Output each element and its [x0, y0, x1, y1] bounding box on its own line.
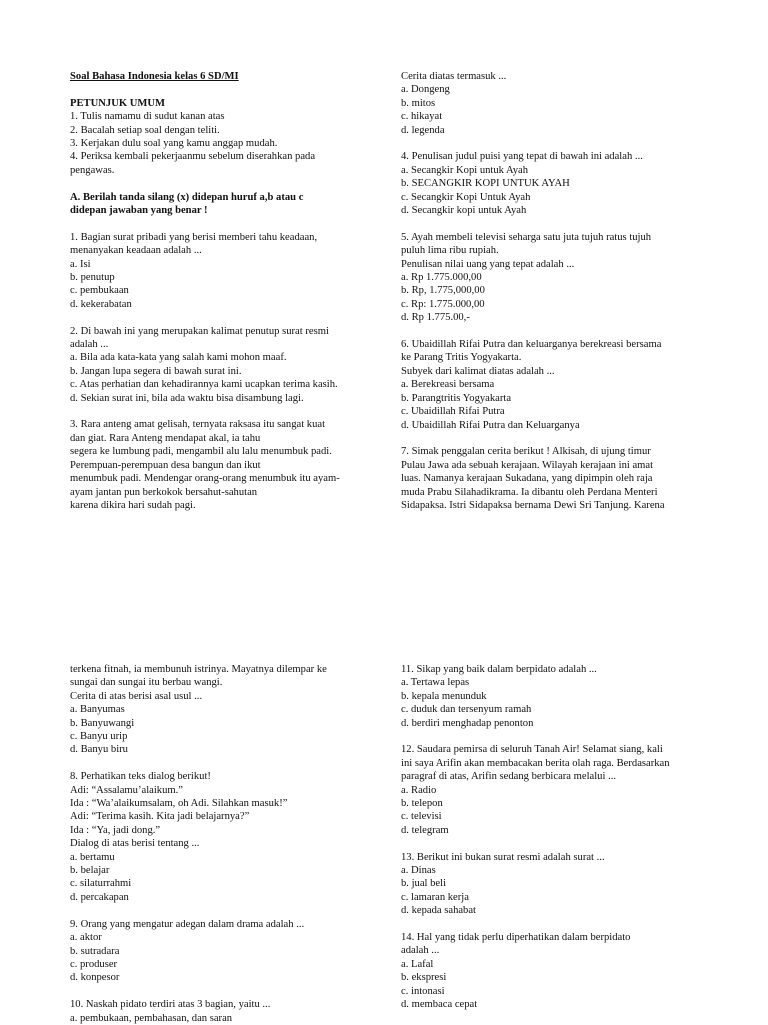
text-line: Perempuan-perempuan desa bangun dan ikut — [70, 459, 261, 471]
text-line: paragraf di atas, Arifin sedang berbicara melalui ... — [401, 771, 617, 783]
text-line: 1. Bagian surat pribadi yang berisi memberi tahu keadaan, — [70, 231, 318, 243]
question-3-options — [401, 70, 701, 137]
question-14 — [401, 931, 701, 1011]
text-line: Pulau Jawa ada sebuah kerajaan. Wilayah kerajaan ini amat — [401, 459, 654, 471]
top-left-column — [70, 70, 375, 512]
text-line: puluh lima ribu rupiah. — [401, 245, 499, 257]
top-right-column — [401, 70, 701, 512]
text-line: menanyakan keadaan adalah ... — [70, 245, 202, 257]
text-line: segera ke lumbung padi, mengambil alu lalu menumbuk padi. — [70, 446, 332, 458]
question-6 — [401, 338, 701, 432]
text-line: 9. Orang yang mengatur adegan dalam drama adalah ... — [70, 918, 305, 930]
text-line: terkena fitnah, ia membunuh istrinya. Mayatnya dilempar ke — [70, 664, 327, 675]
text-line: 2. Di bawah ini yang merupakan kalimat penutup surat resmi — [70, 325, 329, 337]
text-line: 14. Hal yang tidak perlu diperhatikan dalam berpidato — [401, 932, 631, 944]
text-line: muda Prabu Silahadikrama. Ia dibantu oleh Perdana Menteri — [401, 486, 658, 498]
text-line: 7. Simak penggalan cerita berikut ! Alkisah, di ujung timur — [401, 446, 651, 458]
text-line: d. kekerabatan — [70, 298, 132, 310]
text-line: a. Rp 1.775.000,00 — [401, 272, 482, 284]
text-line: b. kepala menunduk — [401, 690, 487, 702]
text-line: b. SECANGKIR KOPI UNTUK AYAH — [401, 178, 570, 190]
text-line: a. pembukaan, pembahasan, dan saran — [70, 1012, 233, 1024]
petunjuk-list — [70, 110, 375, 177]
question-7 — [401, 445, 701, 512]
text-line: a. bertamu — [70, 851, 115, 863]
text-line: c. Ubaidillah Rifai Putra — [401, 406, 505, 418]
text-line: b. telepon — [401, 798, 443, 810]
text-line: b. ekspresi — [401, 972, 447, 984]
question-1 — [70, 231, 375, 311]
text-line: 1. Tulis namamu di sudut kanan atas — [70, 111, 225, 123]
text-line: Subyek dari kalimat diatas adalah ... — [401, 365, 555, 377]
text-line: a. Tertawa lepas — [401, 677, 470, 689]
text-line: b. sutradara — [70, 945, 120, 957]
text-line: a. Dinas — [401, 865, 436, 877]
text-line: adalah ... — [70, 339, 109, 351]
text-line: c. televisi — [401, 811, 442, 823]
text-line: b. Banyuwangi — [70, 717, 135, 729]
text-line: adalah ... — [401, 945, 440, 957]
text-line: 3. Kerjakan dulu soal yang kamu anggap mudah. — [70, 138, 278, 150]
text-line: c. Rp: 1.775.000,00 — [401, 298, 485, 310]
text-line: c. silaturrahmi — [70, 878, 132, 890]
text-line: ke Parang Tritis Yogyakarta. — [401, 352, 522, 364]
section-a-heading — [70, 191, 375, 218]
text-line: Penulisan nilai uang yang tepat adalah ... — [401, 258, 575, 270]
text-line: Cerita di atas berisi asal usul ... — [70, 690, 203, 702]
text-line: c. Secangkir Kopi Untuk Ayah — [401, 191, 531, 203]
text-line: 4. Penulisan judul puisi yang tepat di bawah ini adalah ... — [401, 151, 643, 163]
bottom-right-column — [401, 663, 701, 1012]
text-line: 11. Sikap yang baik dalam berpidato adalah ... — [401, 664, 597, 675]
text-line: didepan jawaban yang benar ! — [70, 205, 208, 217]
text-line: a. aktor — [70, 932, 102, 944]
text-line: 4. Periksa kembali pekerjaanmu sebelum diserahkan pada — [70, 151, 316, 163]
text-line: Sidapaksa. Istri Sidapaksa bernama Dewi Sri Tanjung. Karena — [401, 499, 665, 511]
text-line: a. Berekreasi bersama — [401, 379, 495, 391]
text-line: b. Parangtritis Yogyakarta — [401, 392, 512, 404]
text-line: c. duduk dan tersenyum ramah — [401, 704, 532, 716]
text-line: c. intonasi — [401, 985, 445, 997]
text-line: d. membaca cepat — [401, 999, 478, 1011]
text-line: Cerita diatas termasuk ... — [401, 71, 507, 82]
text-line: Adi: “Terima kasih. Kita jadi belajarnya?” — [70, 811, 250, 823]
text-line: d. Secangkir kopi untuk Ayah — [401, 205, 527, 217]
text-line: Ida : “Wa’alaikumsalam, oh Adi. Silahkan masuk!” — [70, 798, 288, 810]
question-12 — [401, 743, 701, 837]
text-line: b. jual beli — [401, 878, 447, 890]
bottom-left-column — [70, 663, 375, 1025]
text-line: b. Jangan lupa segera di bawah surat ini. — [70, 365, 242, 377]
text-line: b. Rp, 1.775,000,00 — [401, 285, 485, 297]
text-line: Ida : “Ya, jadi dong.” — [70, 824, 161, 836]
text-line: c. lamaran kerja — [401, 891, 469, 903]
text-line: 6. Ubaidillah Rifai Putra dan keluarganya berekreasi bersama — [401, 339, 662, 351]
text-line: d. Rp 1.775.00,- — [401, 312, 470, 324]
text-line: 10. Naskah pidato terdiri atas 3 bagian, yaitu ... — [70, 999, 271, 1011]
text-line: A. Berilah tanda silang (x) didepan huruf a,b atau c — [70, 191, 304, 203]
text-line: karena dikira hari sudah pagi. — [70, 499, 196, 511]
text-line: d. kepada sahabat — [401, 905, 477, 917]
text-line: 5. Ayah membeli televisi seharga satu juta tujuh ratus tujuh — [401, 231, 652, 243]
text-line: c. Atas perhatian dan kehadirannya kami ucapkan terima kasih. — [70, 379, 338, 391]
text-line: a. Lafal — [401, 958, 434, 970]
text-line: d. Banyu biru — [70, 744, 128, 756]
text-line: b. mitos — [401, 97, 436, 109]
text-line: 12. Saudara pemirsa di seluruh Tanah Air! Selamat siang, kali — [401, 744, 663, 756]
text-line: d. percakapan — [70, 891, 129, 903]
text-line: 8. Perhatikan teks dialog berikut! — [70, 771, 211, 783]
text-line: ini saya Arifin akan membacakan berita olah raga. Berdasarkan — [401, 757, 670, 769]
text-line: menumbuk padi. Mendengar orang-orang menumbuk itu ayam- — [70, 473, 340, 485]
text-line: dan giat. Rara Anteng mendapat akal, ia tahu — [70, 432, 261, 444]
text-line: 3. Rara anteng amat gelisah, ternyata raksasa itu sangat kuat — [70, 419, 326, 431]
question-4 — [401, 150, 701, 217]
text-line: pengawas. — [70, 164, 115, 176]
text-line: d. konpesor — [70, 972, 120, 984]
text-line: d. Sekian surat ini, bila ada waktu bisa disambung lagi. — [70, 392, 304, 404]
text-line: d. legenda — [401, 124, 445, 136]
question-8 — [70, 770, 375, 904]
text-line: Dialog di atas berisi tentang ... — [70, 838, 200, 850]
text-line: a. Radio — [401, 784, 437, 796]
question-10 — [70, 998, 375, 1025]
text-line: c. hikayat — [401, 111, 443, 123]
text-line: c. produser — [70, 958, 118, 970]
text-line: a. Secangkir Kopi untuk Ayah — [401, 164, 529, 176]
text-line: Adi: “Assalamu’alaikum.” — [70, 784, 183, 796]
text-line: 2. Bacalah setiap soal dengan teliti. — [70, 124, 220, 136]
text-line: b. belajar — [70, 865, 110, 877]
question-13 — [401, 851, 701, 918]
text-line: d. telegram — [401, 824, 449, 836]
text-line: d. Ubaidillah Rifai Putra dan Keluarganya — [401, 419, 580, 431]
text-line: luas. Namanya kerajaan Sukadana, yang dipimpin oleh raja — [401, 473, 653, 485]
text-line: 13. Berikut ini bukan surat resmi adalah surat ... — [401, 851, 605, 863]
question-2 — [70, 325, 375, 405]
question-7-options — [70, 663, 375, 757]
text-line: ayam jantan pun berkokok bersahut-sahutan — [70, 486, 258, 498]
text-line: c. pembukaan — [70, 285, 129, 297]
text-line: a. Isi — [70, 258, 91, 270]
text-line: a. Banyumas — [70, 704, 125, 716]
text-line: a. Dongeng — [401, 84, 450, 96]
petunjuk-heading: PETUNJUK UMUM — [70, 97, 166, 109]
text-line: d. berdiri menghadap penonton — [401, 717, 534, 729]
text-line: c. Banyu urip — [70, 731, 128, 743]
question-9 — [70, 918, 375, 985]
text-line: sungai dan sungai itu berbau wangi. — [70, 677, 223, 689]
question-5 — [401, 231, 701, 325]
text-line: b. penutup — [70, 272, 115, 284]
text-line: a. Bila ada kata-kata yang salah kami mohon maaf. — [70, 352, 287, 364]
document-title: Soal Bahasa Indonesia kelas 6 SD/MI — [70, 71, 239, 82]
question-3 — [70, 418, 375, 512]
question-11 — [401, 663, 701, 730]
